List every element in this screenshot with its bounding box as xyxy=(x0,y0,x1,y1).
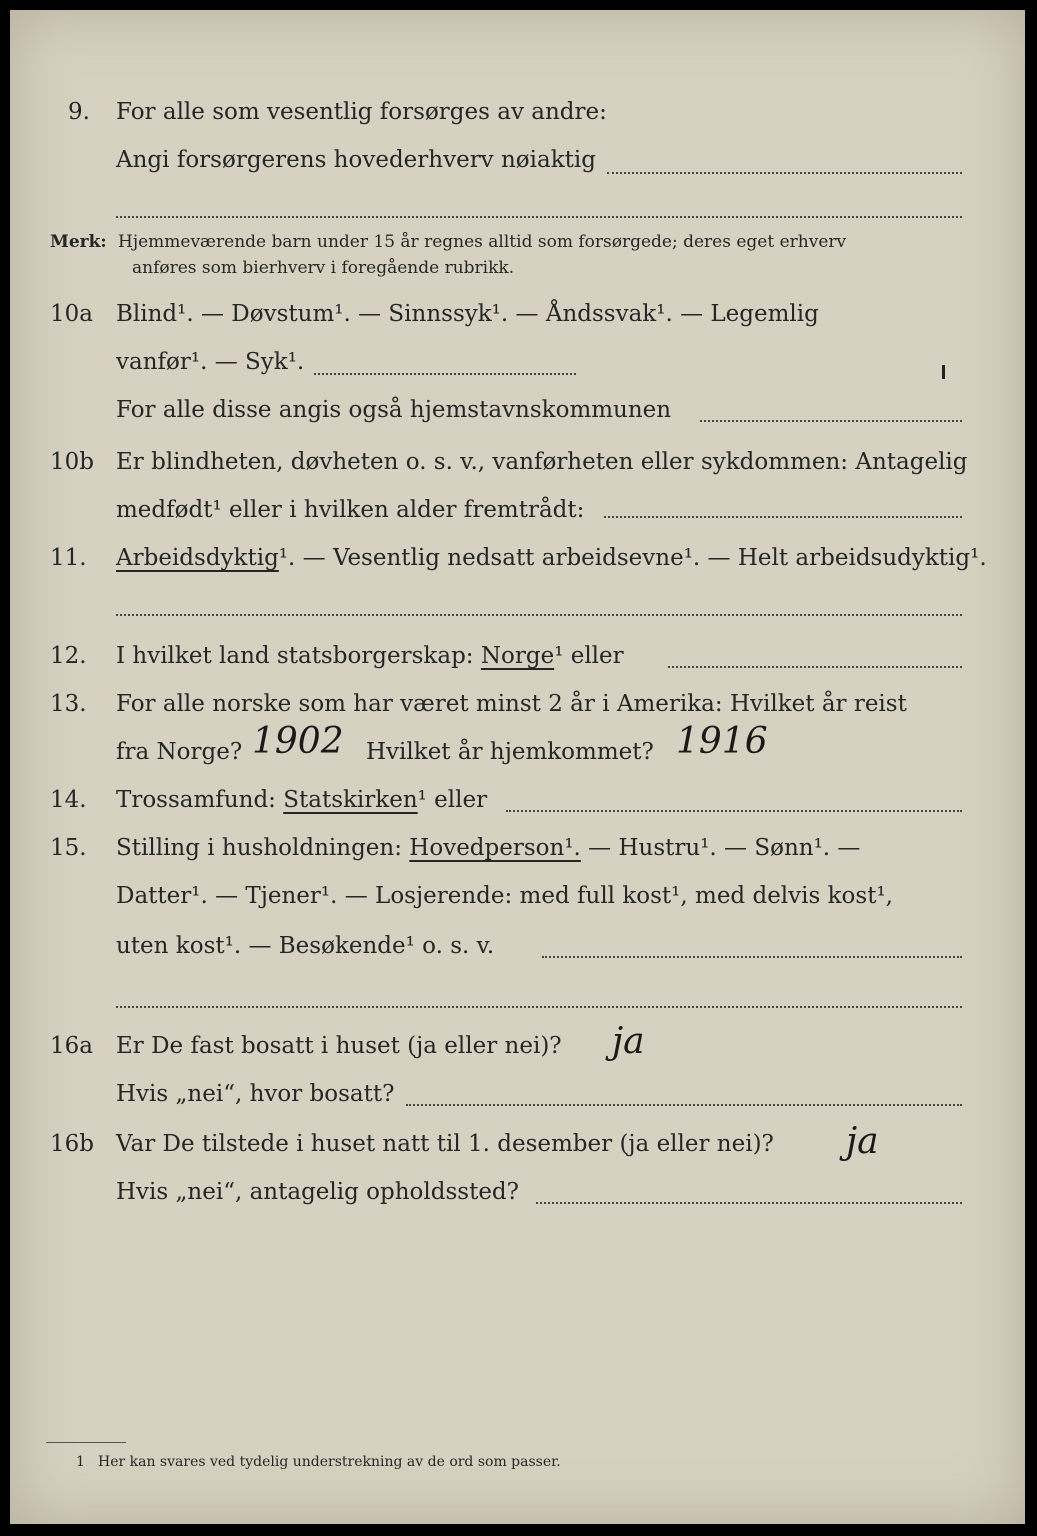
footnote-rule xyxy=(46,1442,126,1443)
q12-before: I hvilket land statsborgerskap: xyxy=(116,643,474,669)
census-form-page xyxy=(10,10,1025,1524)
q15-line1b: — Hustru¹. — Sønn¹. — xyxy=(588,835,861,861)
q12-selected-answer: Norge xyxy=(480,643,555,669)
q16b-line2: Hvis „nei“, antagelig opholdssted? xyxy=(116,1179,519,1205)
q15-selected-answer: Hovedperson¹. xyxy=(409,835,581,861)
q16a-line2: Hvis „nei“, hvor bosatt? xyxy=(116,1081,395,1107)
q16b-answer-field xyxy=(536,1202,962,1204)
q12-line xyxy=(116,642,624,670)
q9-answer-field xyxy=(607,172,962,174)
item-number-16b: 16b xyxy=(50,1131,94,1157)
item-number-13: 13. xyxy=(50,691,87,717)
q9-line2: Angi forsørgerens hovederhverv nøiaktig xyxy=(116,147,596,173)
q11-answer-field xyxy=(116,614,962,616)
merk-line1: Hjemmeværende barn under 15 år regnes alltid som forsørgede; deres eget erhverv xyxy=(118,232,847,252)
q12-answer-field xyxy=(668,666,962,668)
merk-label: Merk: xyxy=(50,232,107,252)
q10a-answer-field xyxy=(314,373,576,375)
item-number-14: 14. xyxy=(50,787,87,813)
q14-selected-answer: Statskirken xyxy=(283,787,418,813)
q11-rest: ¹. — Vesentlig nedsatt arbeidsevne¹. — Helt arbeidsudyktig¹. xyxy=(278,545,987,571)
q13-line2a: fra Norge? xyxy=(116,739,243,765)
q14-before: Trossamfund: xyxy=(116,787,276,813)
q14-answer-field xyxy=(506,810,962,812)
q13-handwritten-year-returned: 1916 xyxy=(676,721,768,762)
q10a-line3: For alle disse angis også hjemstavnskommunen xyxy=(116,397,672,423)
q16a-line1: Er De fast bosatt i huset (ja eller nei)? xyxy=(116,1033,562,1059)
q16b-line1: Var De tilstede i huset natt til 1. desember (ja eller nei)? xyxy=(116,1131,774,1157)
q14-line xyxy=(116,786,487,814)
q12-after: ¹ eller xyxy=(554,643,624,669)
q16a-handwritten-answer: ja xyxy=(612,1021,645,1062)
q15-line2: Datter¹. — Tjener¹. — Losjerende: med full kost¹, med delvis kost¹, xyxy=(116,883,893,909)
q9-line1: For alle som vesentlig forsørges av andre: xyxy=(116,99,607,125)
footnote-mark: 1 xyxy=(76,1454,85,1470)
q15-line1 xyxy=(116,834,860,862)
merk-line2: anføres som bierhverv i foregående rubrikk. xyxy=(132,258,515,278)
item-number-9: 9. xyxy=(68,99,90,125)
pencil-mark xyxy=(942,365,945,379)
item-number-10a: 10a xyxy=(50,301,93,327)
item-number-15: 15. xyxy=(50,835,87,861)
q10a-line2: vanfør¹. — Syk¹. xyxy=(116,349,305,375)
q10b-line1: Er blindheten, døvheten o. s. v., vanførheten eller sykdommen: Antagelig xyxy=(116,449,968,475)
q13-line1: For alle norske som har været minst 2 år i Amerika: Hvilket år reist xyxy=(116,691,907,717)
q15-line1a: Stilling i husholdningen: xyxy=(116,835,402,861)
item-number-16a: 16a xyxy=(50,1033,93,1059)
q10a-line1: Blind¹. — Døvstum¹. — Sinnssyk¹. — Åndssvak¹. — Legemlig xyxy=(116,301,819,327)
q10b-line2: medfødt¹ eller i hvilken alder fremtrådt: xyxy=(116,497,585,523)
q13-line2b: Hvilket år hjemkommet? xyxy=(366,739,654,765)
item-number-12: 12. xyxy=(50,643,87,669)
q10a-municipality-field xyxy=(700,420,962,422)
item-number-11: 11. xyxy=(50,545,87,571)
q9-answer-field-2 xyxy=(116,216,962,218)
q10b-answer-field xyxy=(604,516,962,518)
q13-handwritten-year-departed: 1902 xyxy=(252,721,344,762)
q16a-answer-field xyxy=(406,1104,962,1106)
q15-answer-field-2 xyxy=(116,1006,962,1008)
q14-after: ¹ eller xyxy=(417,787,488,813)
q15-line3: uten kost¹. — Besøkende¹ o. s. v. xyxy=(116,933,495,959)
q16b-handwritten-answer: ja xyxy=(846,1121,879,1162)
footnote-text: Her kan svares ved tydelig understrekning av de ord som passer. xyxy=(98,1454,561,1470)
q11-selected-answer: Arbeidsdyktig xyxy=(116,545,279,571)
item-number-10b: 10b xyxy=(50,449,94,475)
q15-answer-field xyxy=(542,956,962,958)
q11-line xyxy=(116,544,987,572)
